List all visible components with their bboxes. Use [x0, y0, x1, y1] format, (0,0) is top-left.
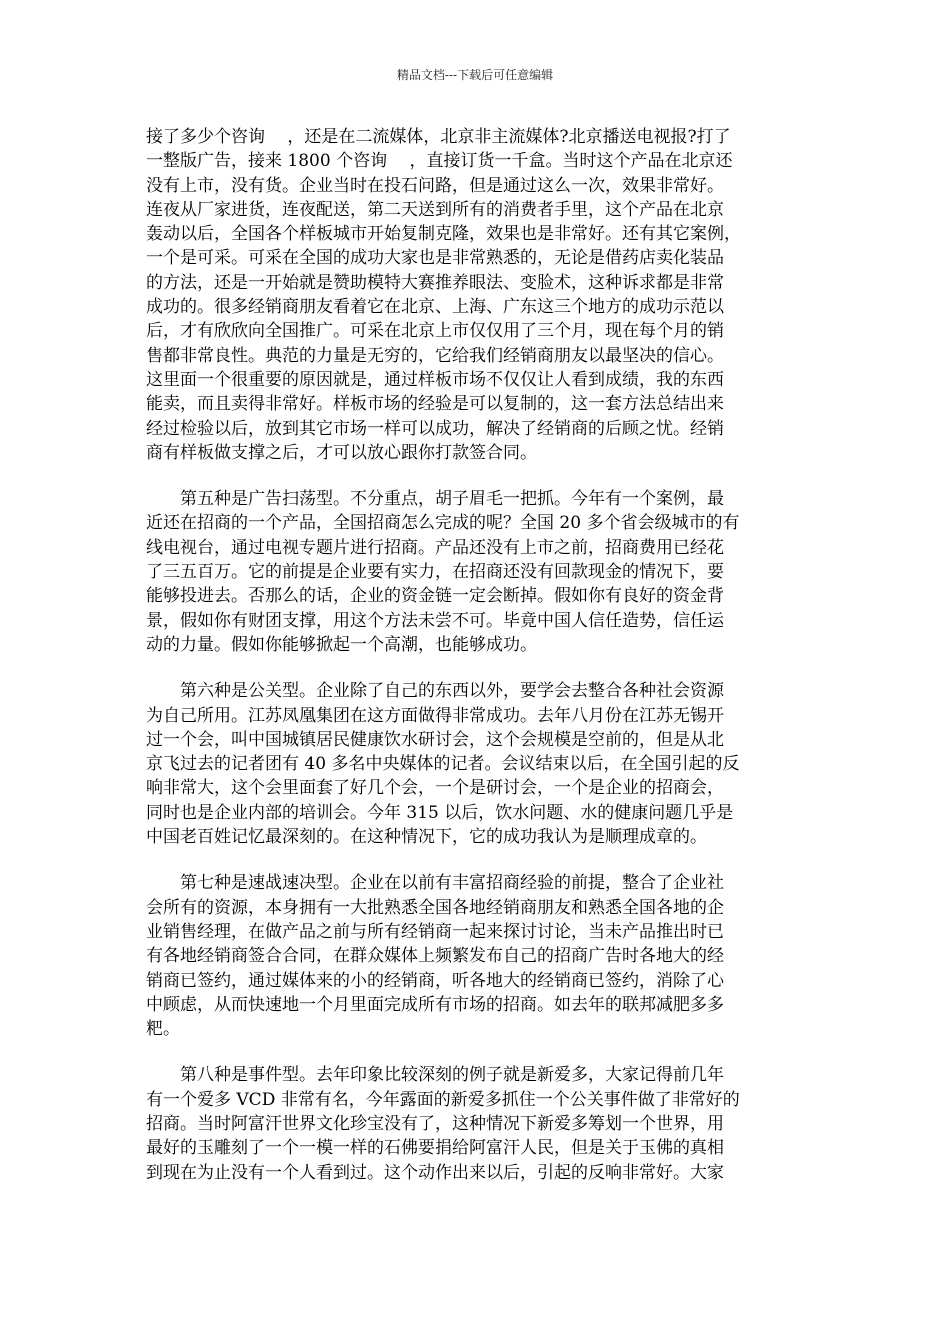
text-line: 线电视台，通过电视专题片进行招商。产品还没有上市之前，招商费用已经花 [146, 537, 724, 558]
text-line: 一整版广告，接来 1800 个咨询 ，直接订货一千盒。当时这个产品在北京还 [146, 151, 733, 172]
text-line: 第七种是速战速决型。企业在以前有丰富招商经验的前提，整合了企业社 [180, 873, 724, 894]
text-line: 第八种是事件型。去年印象比较深刻的例子就是新爱多，大家记得前几年 [180, 1065, 724, 1086]
text-line: 中国老百姓记忆最深刻的。在这种情况下，它的成功我认为是顺理成章的。 [146, 827, 707, 848]
paragraph-2 [146, 487, 806, 657]
page-header: 精品文档---下载后可任意编辑 [396, 68, 554, 82]
text-line: 售都非常良性。典范的力量是无穷的，它给我们经销商朋友以最坚决的信心。 [146, 345, 724, 366]
text-line: 后，才有欣欣向全国推广。可采在北京上市仅仅用了三个月，现在每个月的销 [146, 321, 724, 342]
text-line: 同时也是企业内部的培训会。今年 315 以后，饮水问题、水的健康问题几乎是 [146, 802, 734, 823]
text-line: 轰动以后，全国各个样板城市开始复制克隆，效果也是非常好。还有其它案例， [146, 224, 741, 245]
paragraph-5 [146, 1063, 806, 1184]
text-line: 近还在招商的一个产品，全国招商怎么完成的呢？全国 20 多个省会级城市的有 [146, 513, 740, 534]
text-line: 连夜从厂家进货，连夜配送，第二天送到所有的消费者手里，这个产品在北京 [146, 199, 724, 220]
text-line: 商有样板做支撑之后，才可以放心跟你打款签合同。 [146, 442, 537, 463]
paragraph-1 [146, 125, 806, 465]
text-line: 销商已签约，通过媒体来的小的经销商，听各地大的经销商已签约，消除了心 [146, 970, 724, 991]
text-line: 到现在为止没有一个人看到过。这个动作出来以后，引起的反响非常好。大家 [146, 1162, 724, 1183]
text-line: 为自己所用。江苏凤凰集团在这方面做得非常成功。去年八月份在江苏无锡开 [146, 705, 724, 726]
text-line: 第六种是公关型。企业除了自己的东西以外，要学会去整合各种社会资源 [180, 681, 724, 702]
text-line: 能够投进去。否那么的话，企业的资金链一定会断掉。假如你有良好的资金背 [146, 586, 724, 607]
text-line: 这里面一个很重要的原因就是，通过样板市场不仅仅让人看到成绩，我的东西 [146, 369, 724, 390]
text-line: 了三五百万。它的前提是企业要有实力，在招商还没有回款现金的情况下，要 [146, 562, 724, 583]
text-line: 经过检验以后，放到其它市场一样可以成功，解决了经销商的后顾之忧。经销 [146, 418, 724, 439]
text-line: 过一个会，叫中国城镇居民健康饮水研讨会，这个会规模是空前的，但是从北 [146, 729, 724, 750]
text-line: 京飞过去的记者团有 40 多名中央媒体的记者。会议结束以后，在全国引起的反 [146, 754, 740, 775]
paragraph-3 [146, 679, 806, 849]
text-line: 中顾虑，从而快速地一个月里面完成所有市场的招商。如去年的联邦减肥多多 [146, 994, 724, 1015]
text-line: 会所有的资源，本身拥有一大批熟悉全国各地经销商朋友和熟悉全国各地的企 [146, 897, 724, 918]
text-line: 景，假如你有财团支撑，用这个方法未尝不可。毕竟中国人信任造势，信任运 [146, 610, 724, 631]
text-line: 第五种是广告扫荡型。不分重点，胡子眉毛一把抓。今年有一个案例，最 [180, 489, 724, 510]
text-line: 没有上市，没有货。企业当时在投石问路，但是通过这么一次，效果非常好。 [146, 175, 724, 196]
text-line: 能卖，而且卖得非常好。样板市场的经验是可以复制的，这一套方法总结出来 [146, 394, 724, 415]
text-line: 招商。当时阿富汗世界文化珍宝没有了，这种情况下新爱多筹划一个世界，用 [146, 1113, 724, 1134]
paragraph-4 [146, 871, 806, 1041]
text-line: 成功的。很多经销商朋友看着它在北京、上海、广东这三个地方的成功示范以 [146, 297, 724, 318]
document-body [146, 125, 806, 1185]
text-line: 动的力量。假如你能够掀起一个高潮，也能够成功。 [146, 634, 537, 655]
text-line: 业销售经理，在做产品之前与所有经销商一起来探讨讨论，当未产品推出时已 [146, 921, 724, 942]
text-line: 的方法，还是一开始就是赞助模特大赛推养眼法、变脸术，这种诉求都是非常 [146, 272, 724, 293]
text-line: 响非常大，这个会里面套了好几个会，一个是研讨会，一个是企业的招商会， [146, 778, 724, 799]
text-line: 接了多少个咨询 ，还是在二流媒体，北京非主流媒体?北京播送电视报?打了 [146, 127, 731, 147]
text-line: 粑。 [146, 1019, 180, 1040]
text-line: 一个是可采。可采在全国的成功大家也是非常熟悉的，无论是借药店卖化装品 [146, 248, 724, 269]
text-line: 最好的玉雕刻了一个一模一样的石佛要捐给阿富汗人民，但是关于玉佛的真相 [146, 1138, 724, 1159]
text-line: 有一个爱多 VCD 非常有名，今年露面的新爱多抓住一个公关事件做了非常好的 [146, 1089, 740, 1110]
text-line: 有各地经销商签合合同，在群众媒体上频繁发布自己的招商广告时各地大的经 [146, 946, 724, 967]
